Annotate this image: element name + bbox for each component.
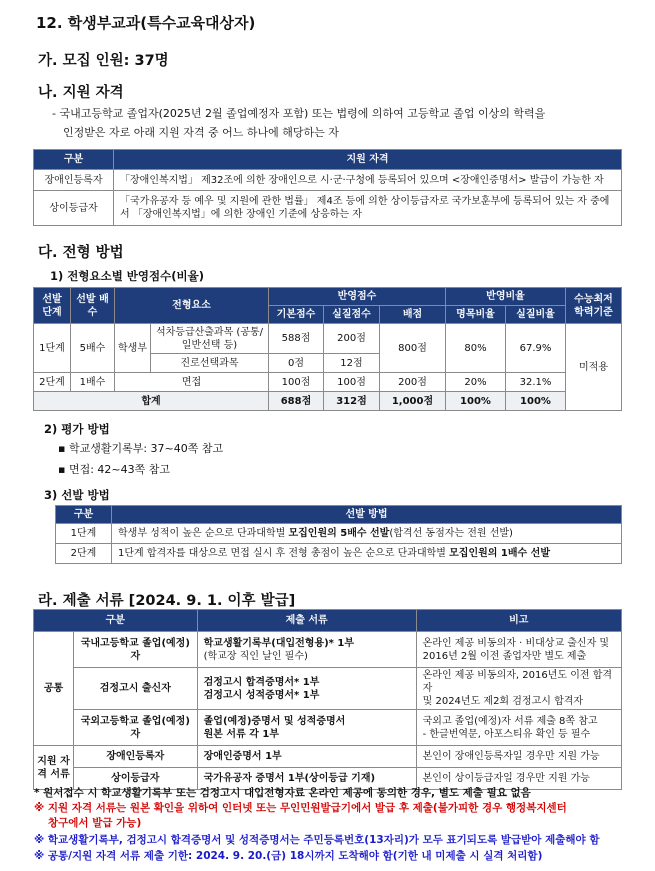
total-real-ratio: 100% (506, 392, 566, 411)
col-header-stage: 구분 (56, 506, 112, 524)
table-row (34, 746, 622, 768)
table-row (34, 191, 622, 226)
total-basic: 688점 (269, 392, 324, 411)
real-ratio: 32.1% (506, 373, 566, 392)
header-basic-score: 기본점수 (269, 306, 324, 324)
col-header-documents: 제출 서류 (197, 610, 416, 632)
doc-subtype: 국내고등학교 졸업(예정)자 (74, 632, 198, 668)
qual-type: 장애인등록자 (34, 170, 114, 191)
section-selection-method: 다. 전형 방법 (38, 245, 124, 261)
category-school-record: 학생부 (115, 324, 151, 373)
table-row (34, 632, 622, 668)
element-interview: 면접 (115, 373, 269, 392)
real-ratio: 67.9% (506, 324, 566, 373)
table-row (56, 544, 622, 564)
doc-subtype: 상이등급자 (74, 768, 198, 790)
total-real: 312점 (324, 392, 380, 411)
header-real-ratio: 실질비율 (506, 306, 566, 324)
header-real-score: 실질점수 (324, 306, 380, 324)
section-eligibility: 나. 지원 자격 (38, 85, 124, 101)
table-row (34, 170, 622, 191)
section-documents: 라. 제출 서류 [2024. 9. 1. 이후 발급] (38, 593, 296, 609)
full-score: 200점 (380, 373, 446, 392)
doc-note: 본인이 상이등급자일 경우만 지원 가능 (416, 768, 621, 790)
table-row (34, 373, 622, 392)
documents-table (33, 609, 622, 790)
note-online-consent: * 원서접수 시 학교생활기록부 또는 검정고시 대입전형자료 온라인 제공에 동의한 경우, 별도 제출 필요 없음 (34, 787, 531, 799)
doc-subtype: 장애인등록자 (74, 746, 198, 768)
min-requirement: 미적용 (566, 324, 622, 411)
method-desc: 1단계 합격자를 대상으로 면접 실시 후 전형 총점이 높은 순으로 단과대학별 모집인원의 1배수 선발 (112, 544, 622, 564)
doc-list: 검정고시 합격증명서* 1부 검정고시 성적증명서* 1부 (197, 668, 416, 710)
list-item: ▪ 면접: 42~43쪽 참고 (58, 463, 170, 476)
total-full: 1,000점 (380, 392, 446, 411)
page-title: 12. 학생부교과(특수교육대상자) (36, 14, 256, 32)
real-score: 100점 (324, 373, 380, 392)
basic-score: 588점 (269, 324, 324, 354)
basic-score: 100점 (269, 373, 324, 392)
note-deadline: ※ 공통/지원 자격 서류 제출 기한: 2024. 9. 20.(금) 18시까지 도착해야 함(기한 내 미제출 시 실격 처리함) (34, 850, 543, 862)
header-nominal-ratio: 명목비율 (446, 306, 506, 324)
total-nominal: 100% (446, 392, 506, 411)
doc-list: 졸업(예정)증명서 및 성적증명서 원본 서류 각 1부 (197, 710, 416, 746)
col-header-type: 구분 (34, 610, 198, 632)
stage-2: 2단계 (34, 373, 71, 392)
section-recruit-count: 가. 모집 인원: 37명 (38, 53, 169, 69)
stage-1: 1단계 (34, 324, 71, 373)
basic-score: 0점 (269, 354, 324, 373)
header-min-requirement: 수능최저 학력기준 (566, 288, 622, 324)
note-resident-number: ※ 학교생활기록부, 검정고시 합격증명서 및 성적증명서는 주민등록번호(13자리)가 모두 표기되도록 발급받아 제출해야 함 (34, 834, 600, 846)
doc-subtype: 국외고등학교 졸업(예정)자 (74, 710, 198, 746)
header-stage: 선발 단계 (34, 288, 71, 324)
total-label: 합계 (34, 392, 269, 411)
element-career-subjects: 진로선택과목 (151, 354, 269, 373)
score-table (33, 287, 622, 411)
header-score: 반영점수 (269, 288, 446, 306)
doc-note: 국외고 졸업(예정)자 서류 제출 8쪽 참고 - 한글번역문, 아포스티유 확인 등 필수 (416, 710, 621, 746)
qual-desc: 「장애인복지법」 제32조에 의한 장애인으로 시·군·구청에 등록되어 있으며 <장애인증명서> 발급이 가능한 자 (114, 170, 622, 191)
full-score: 800점 (380, 324, 446, 373)
nominal-ratio: 20% (446, 373, 506, 392)
doc-list: 국가유공자 증명서 1부(상이등급 기재) (197, 768, 416, 790)
doc-note: 온라인 제공 비동의자 · 비대상교 출신자 및 2016년 2월 이전 졸업자만 별도 제출 (416, 632, 621, 668)
multiple-2: 1배수 (71, 373, 115, 392)
doc-list: 장애인증명서 1부 (197, 746, 416, 768)
real-score: 12점 (324, 354, 380, 373)
note-original-docs: ※ 지원 자격 서류는 원본 확인을 위하여 인터넷 또는 무인민원발급기에서 발급 후 제출(불가피한 경우 행정복지센터 (34, 802, 567, 814)
doc-subtype: 검정고시 출신자 (74, 668, 198, 710)
table-row-total (34, 392, 622, 411)
method-desc: 학생부 성적이 높은 순으로 단과대학별 모집인원의 5배수 선발(합격선 동점자는 전원 선발) (112, 524, 622, 544)
table-row (56, 524, 622, 544)
doc-note: 온라인 제공 비동의자, 2016년도 이전 합격자 및 2024년도 제2회 검정고시 합격자 (416, 668, 621, 710)
nominal-ratio: 80% (446, 324, 506, 373)
real-score: 200점 (324, 324, 380, 354)
note-original-docs-cont: 창구에서 발급 가능) (48, 817, 142, 829)
stage: 2단계 (56, 544, 112, 564)
table-row (34, 668, 622, 710)
list-item: ▪ 학교생활기록부: 37~40쪽 참고 (58, 442, 224, 455)
doc-list: 학교생활기록부(대입전형용)* 1부 (학교장 직인 날인 필수) (197, 632, 416, 668)
qual-desc: 「국가유공자 등 예우 및 지원에 관한 법률」 제4조 등에 의한 상이등급자로 국가보훈부에 등록되어 있는 자 중에서 「장애인복지법」에 의한 장애인 기준에 상응하는 자 (114, 191, 622, 226)
group-qualification: 지원 자격 서류 (34, 746, 74, 790)
eligibility-text-2: 인정받은 자로 아래 지원 자격 중 어느 하나에 해당하는 자 (63, 126, 339, 139)
subsection-selection: 3) 선발 방법 (44, 488, 110, 502)
header-multiple: 선발 배수 (71, 288, 115, 324)
header-ratio: 반영비율 (446, 288, 566, 306)
table-row (34, 710, 622, 746)
header-full-score: 배점 (380, 306, 446, 324)
group-common: 공통 (34, 632, 74, 746)
table-row (34, 324, 622, 354)
col-header-method: 선발 방법 (112, 506, 622, 524)
col-header-notes: 비고 (416, 610, 621, 632)
header-element: 전형요소 (115, 288, 269, 324)
qual-type: 상이등급자 (34, 191, 114, 226)
stage: 1단계 (56, 524, 112, 544)
doc-note: 본인이 장애인등록자일 경우만 지원 가능 (416, 746, 621, 768)
subsection-score: 1) 전형요소별 반영점수(비율) (50, 269, 204, 283)
col-header-type: 구분 (34, 150, 114, 170)
col-header-qualification: 지원 자격 (114, 150, 622, 170)
eligibility-text-1: - 국내고등학교 졸업자(2025년 2월 졸업예정자 포함) 또는 법령에 의하여 고등학교 졸업 이상의 학력을 (52, 107, 546, 120)
multiple-1: 5배수 (71, 324, 115, 373)
eligibility-table (33, 149, 622, 226)
selection-table (55, 505, 622, 564)
subsection-evaluation: 2) 평가 방법 (44, 422, 110, 436)
element-ranked-subjects: 석차등급산출과목 (공통/일반선택 등) (151, 324, 269, 354)
